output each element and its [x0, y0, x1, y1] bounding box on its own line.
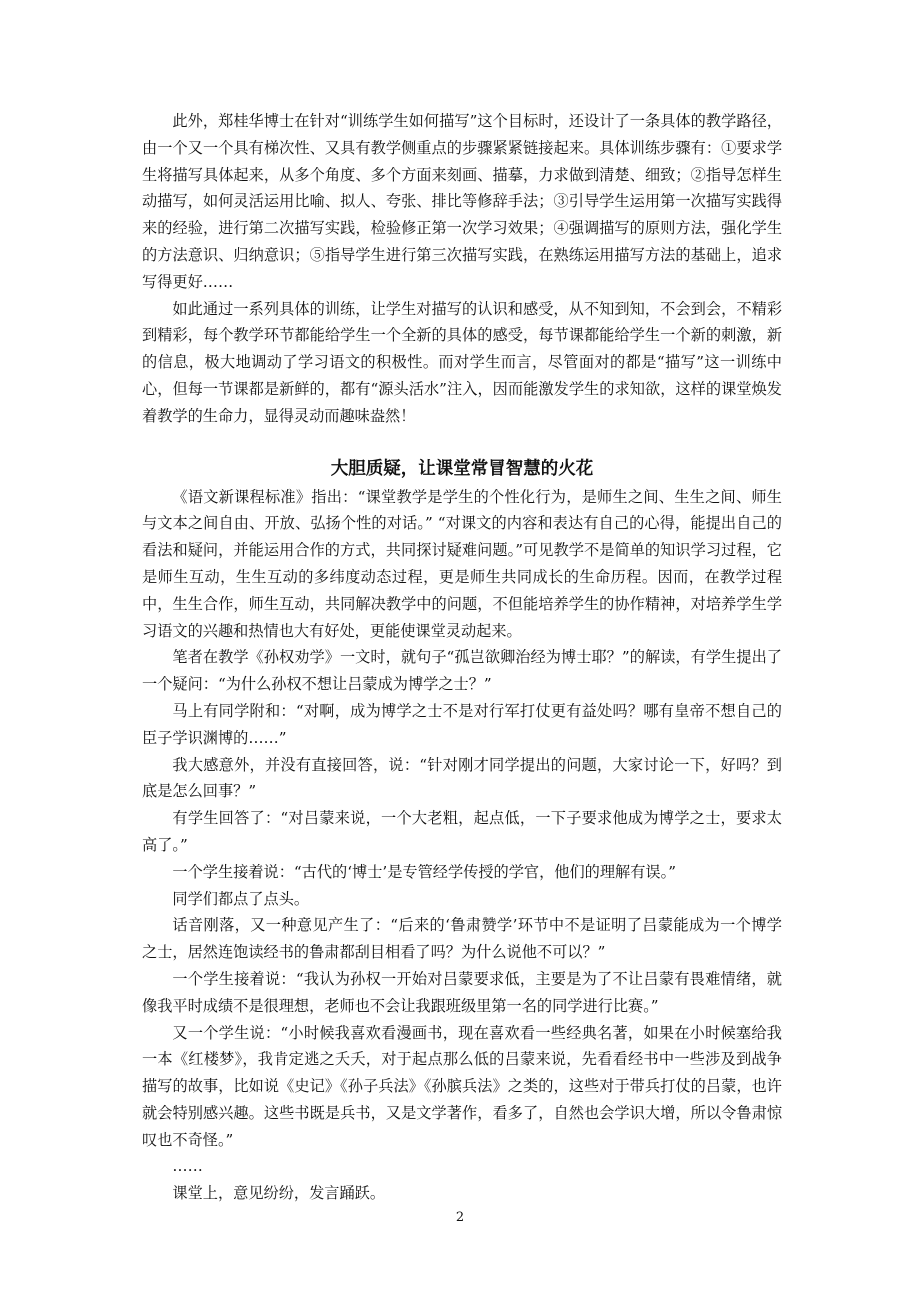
paragraph-training-effect: 如此通过一系列具体的训练，让学生对描写的认识和感受，从不知到知，不会到会，不精彩到精彩，每个教学环节都能给学生一个全新的具体的感受，每节课都能给学生一个新的刺激，新的信息，极大地调动了学习语文的积极性。而对学生而言，尽管面对的都是“描写”这一训练中心，但每一节课都是新鲜的，都有“源头活水”注入，因而能激发学生的求知欲，这样的课堂焕发着教学的生命力，显得灵动而趣味盎然！: [142, 299, 782, 425]
section-title: 大胆质疑，让课堂常冒智慧的火花: [330, 458, 594, 479]
paragraph-student-answer-1: 有学生回答了：“对吕蒙来说，一个大老粗，起点低，一下子要求他成为博学之士，要求太高了。”: [142, 809, 782, 854]
paragraph-curriculum-standard: 《语文新课程标准》指出：“课堂教学是学生的个性化行为，是师生之间、生生之间、师生与文本之间自由、开放、弘扬个性的对话。” “对课文的内容和表达有自己的心得，能提出自己的看法和疑问，并能运用合作的方式，共同探讨疑难问题。”可见教学不是简单的知识学习过程，它是师生互动，生生互动的多纬度动态过程，更是师生共同成长的生命历程。因而，在教学过程中，生生合作，师生互动，共同解决教学中的问题，不但能培养学生的协作精神，对培养学生学习语文的兴趣和热情也大有好处，更能使课堂灵动起来。: [142, 487, 782, 640]
paragraph-teacher-response: 我大感意外，并没有直接回答，说：“针对刚才同学提出的问题，大家讨论一下，好吗？到底是怎么回事？”: [142, 755, 782, 801]
page-number: 2: [455, 1210, 465, 1225]
paragraph-student-answer-4: 又一个学生说：“小时候我喜欢看漫画书，现在喜欢看一些经典名著，如果在小时候塞给我一本《红楼梦》，我肯定逃之夭夭，对于起点那么低的吕蒙来说，先看看经书中一些涉及到战争描写的故事，比如说《史记》《孙子兵法》《孙膑兵法》之类的，这些对于带兵打仗的吕蒙，也许就会特别感兴趣。这些书既是兵书，又是文学著作，看多了，自然也会学识大增，所以令鲁肃惊叹也不奇怪。”: [142, 1023, 782, 1149]
paragraph-new-opinion: 话音刚落，又一种意见产生了：“后来的‘鲁肃赞学’环节中不是证明了吕蒙能成为一个博学之士，居然连饱读经书的鲁肃都刮目相看了吗？为什么说他不可以？”: [142, 916, 782, 962]
paragraph-class-discussion: 课堂上，意见纷纷，发言踊跃。: [172, 1184, 386, 1203]
paragraph-training-steps: 此外，郑桂华博士在针对“训练学生如何描写”这个目标时，还设计了一条具体的教学路径，由一个又一个具有梯次性、又具有教学侧重点的步骤紧紧链接起来。具体训练步骤有：①要求学生将描写具体起来，从多个角度、多个方面来刻画、描摹，力求做到清楚、细致；②指导怎样生动描写，如何灵活运用比喻、拟人、夸张、排比等修辞手法；③引导学生运用第一次描写实践得来的经验，进行第二次描写实践，检验修正第一次学习效果；④强调描写的原则方法，强化学生的方法意识、归纳意识；⑤指导学生进行第三次描写实践，在熟练运用描写方法的基础上，追求写得更好……: [142, 112, 782, 291]
paragraph-class-nod: 同学们都点了点头。: [172, 889, 310, 908]
paragraph-ellipsis: ……: [172, 1157, 203, 1176]
paragraph-student-answer-3: 一个学生接着说：“我认为孙权一开始对吕蒙要求低，主要是为了不让吕蒙有畏难情绪，就像我平时成绩不是很理想，老师也不会让我跟班级里第一名的同学进行比赛。”: [142, 969, 782, 1015]
paragraph-student-answer-2: 一个学生接着说：“古代的‘博士’是专管经学传授的学官，他们的理解有误。”: [172, 862, 676, 881]
paragraph-sunquan-question: 笔者在教学《孙权劝学》一文时，就句子“孤岂欲卿治经为博士耶？”的解读，有学生提出了一个疑问：“为什么孙权不想让吕蒙成为博学之士？”: [142, 648, 782, 694]
paragraph-classmate-echo: 马上有同学附和：“对啊，成为博学之士不是对行军打仗更有益处吗？哪有皇帝不想自己的臣子学识渊博的……”: [142, 701, 782, 747]
page-body: [142, 108, 782, 1207]
